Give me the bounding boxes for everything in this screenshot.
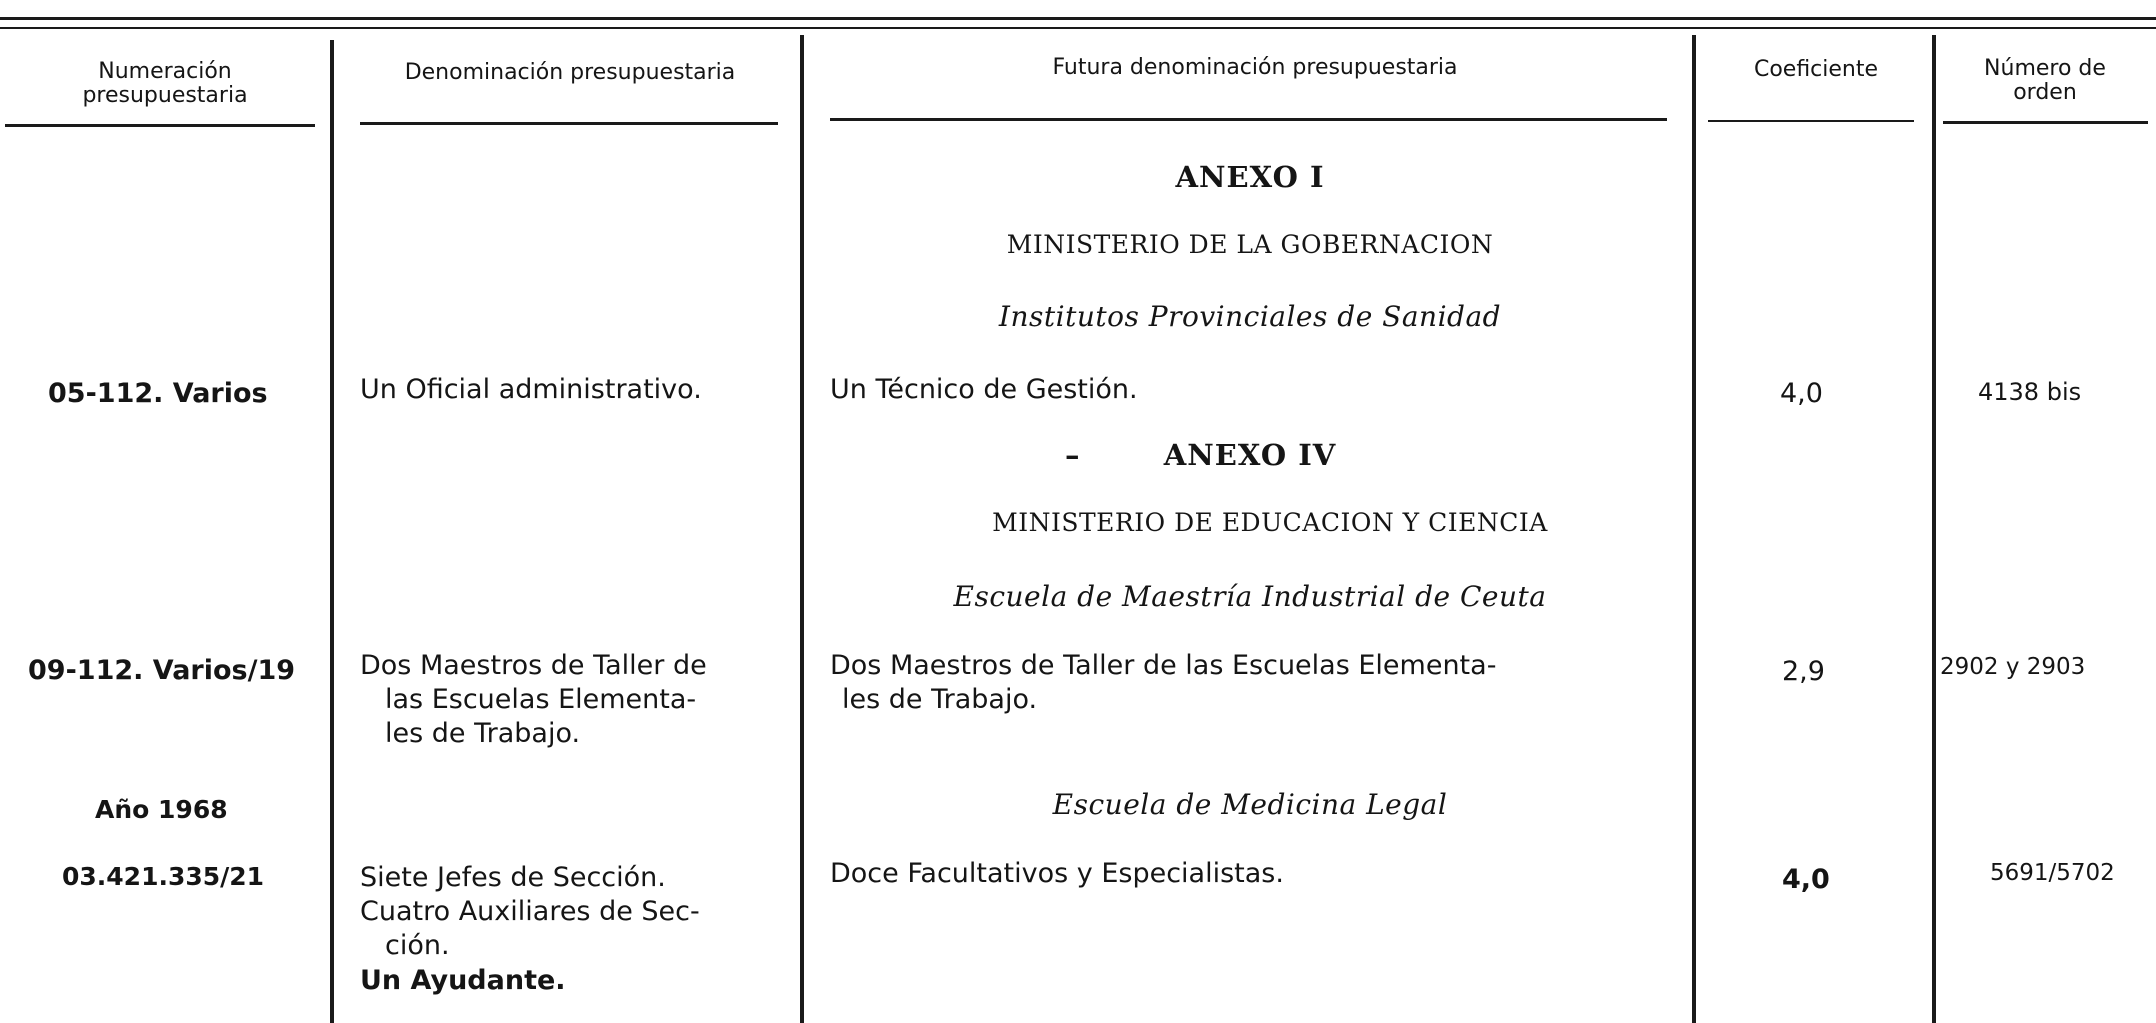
column-divider-1	[330, 40, 334, 1023]
header-futura: Futura denominación presupuestaria	[1052, 55, 1458, 80]
row-3-year: Año 1968	[95, 795, 228, 824]
header-underline-3	[830, 118, 1667, 121]
header-underline-2	[360, 122, 778, 125]
row-2-coeficiente: 2,9	[1782, 656, 1825, 687]
header-underline-1	[5, 124, 315, 127]
row-3-denominacion-line-4: Un Ayudante.	[360, 965, 566, 996]
row-2-denominacion-line-1: Dos Maestros de Taller de	[360, 650, 707, 681]
row-2-futura-line-2: les de Trabajo.	[842, 684, 1038, 715]
header-numeracion: Numeración presupuestaria	[82, 59, 248, 109]
row-1-denominacion: Un Oficial administrativo.	[360, 374, 702, 405]
row-2-futura-line-1: Dos Maestros de Taller de las Escuelas Elementa-	[830, 650, 1497, 681]
row-3-denominacion-line-3: ción.	[385, 930, 450, 961]
column-divider-4	[1932, 35, 1936, 1023]
annex-1-subsection: Institutos Provinciales de Sanidad	[998, 300, 1502, 333]
annex-4-subsection-medicina: Escuela de Medicina Legal	[1052, 788, 1448, 821]
header-coeficiente: Coeficiente	[1753, 57, 1879, 82]
row-3-numeracion: 03.421.335/21	[62, 862, 265, 891]
header-underline-5	[1943, 121, 2148, 124]
header-numero-orden: Número de orden	[1984, 56, 2106, 106]
column-divider-2	[800, 35, 804, 1023]
header-underline-4	[1708, 120, 1914, 122]
row-3-denominacion-line-2: Cuatro Auxiliares de Sec-	[360, 896, 700, 927]
top-rule-thin	[0, 27, 2156, 29]
row-1-coeficiente: 4,0	[1780, 378, 1823, 409]
annex-4-dash: –	[1065, 438, 1081, 472]
annex-4-title: ANEXO IV	[1163, 438, 1337, 472]
annex-1-ministry: MINISTERIO DE LA GOBERNACION	[1006, 230, 1494, 259]
row-3-coeficiente: 4,0	[1782, 864, 1830, 895]
annex-1-title: ANEXO I	[1175, 160, 1325, 194]
row-2-denominacion-line-2: las Escuelas Elementa-	[385, 684, 697, 715]
annex-4-subsection-ceuta: Escuela de Maestría Industrial de Ceuta	[953, 580, 1547, 613]
row-2-denominacion-line-3: les de Trabajo.	[385, 718, 581, 749]
row-3-numero-orden: 5691/5702	[1990, 860, 2115, 886]
top-rule	[0, 17, 2156, 20]
column-divider-3	[1692, 35, 1696, 1023]
row-3-denominacion-line-1: Siete Jefes de Sección.	[360, 862, 666, 893]
row-1-numero-orden: 4138 bis	[1978, 378, 2082, 406]
row-2-numero-orden: 2902 y 2903	[1940, 654, 2086, 680]
row-1-numeracion: 05-112. Varios	[48, 378, 268, 409]
row-3-futura: Doce Facultativos y Especialistas.	[830, 858, 1284, 889]
annex-4-ministry: MINISTERIO DE EDUCACION Y CIENCIA	[992, 508, 1548, 537]
row-1-futura: Un Técnico de Gestión.	[830, 374, 1138, 405]
row-2-numeracion: 09-112. Varios/19	[28, 655, 296, 686]
header-denominacion: Denominación presupuestaria	[404, 60, 736, 85]
